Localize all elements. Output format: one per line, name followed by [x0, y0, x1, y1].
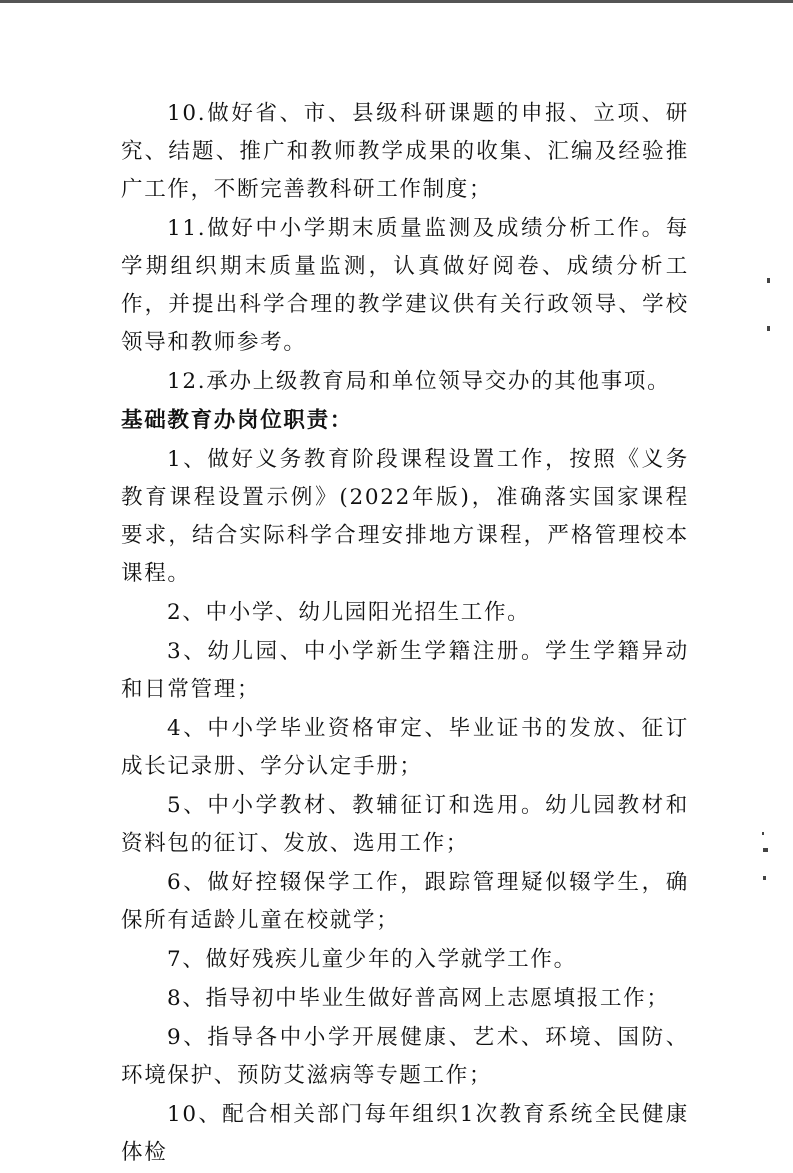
paragraph-duty-3: 3、幼儿园、中小学新生学籍注册。学生学籍异动和日常管理； — [121, 639, 689, 702]
paragraph-duty-10: 10、配合相关部门每年组织1次教育系统全民健康体检 — [121, 1102, 689, 1165]
paragraph-duty-8: 8、指导初中毕业生做好普高网上志愿填报工作； — [167, 986, 670, 1011]
paragraph-duty-9: 9、指导各中小学开展健康、艺术、环境、国防、环境保护、预防艾滋病等专题工作； — [121, 1025, 689, 1088]
paragraph-duty-4: 4、中小学毕业资格审定、毕业证书的发放、征订成长记录册、学分认定手册； — [121, 716, 689, 779]
paragraph-item-10-research: 10.做好省、市、县级科研课题的申报、立项、研究、结题、推广和教师教学成果的收集、汇编及经验推广工作，不断完善教科研工作制度； — [121, 101, 689, 202]
paragraph-duty-7: 7、做好残疾儿童少年的入学就学工作。 — [167, 947, 577, 972]
paragraph-item-11-quality-monitoring: 11.做好中小学期末质量监测及成绩分析工作。每学期组织期末质量监测，认真做好阅卷、成绩分析工作，并提出科学合理的教学建议供有关行政领导、学校领导和教师参考。 — [121, 216, 689, 355]
document-body — [121, 95, 689, 1173]
paragraph-duty-6: 6、做好控辍保学工作，跟踪管理疑似辍学生，确保所有适龄儿童在校就学； — [121, 870, 689, 933]
binding-hole-mark — [762, 832, 764, 835]
scan-top-border — [0, 0, 793, 3]
binding-hole-mark — [763, 876, 766, 880]
paragraph-duty-5: 5、中小学教材、教辅征订和选用。幼儿园教材和资料包的征订、发放、选用工作； — [121, 793, 689, 856]
binding-hole-mark — [763, 848, 768, 852]
binding-hole-mark — [767, 278, 770, 283]
binding-hole-mark — [767, 326, 770, 331]
paragraph-item-12-other-matters: 12.承办上级教育局和单位领导交办的其他事项。 — [167, 369, 671, 394]
paragraph-duty-2: 2、中小学、幼儿园阳光招生工作。 — [167, 600, 531, 625]
section-heading: 基础教育办岗位职责： — [121, 408, 354, 433]
paragraph-duty-1: 1、做好义务教育阶段课程设置工作，按照《义务教育课程设置示例》(2022年版)，准确落实国家课程要求，结合实际科学合理安排地方课程，严格管理校本课程。 — [121, 447, 689, 586]
